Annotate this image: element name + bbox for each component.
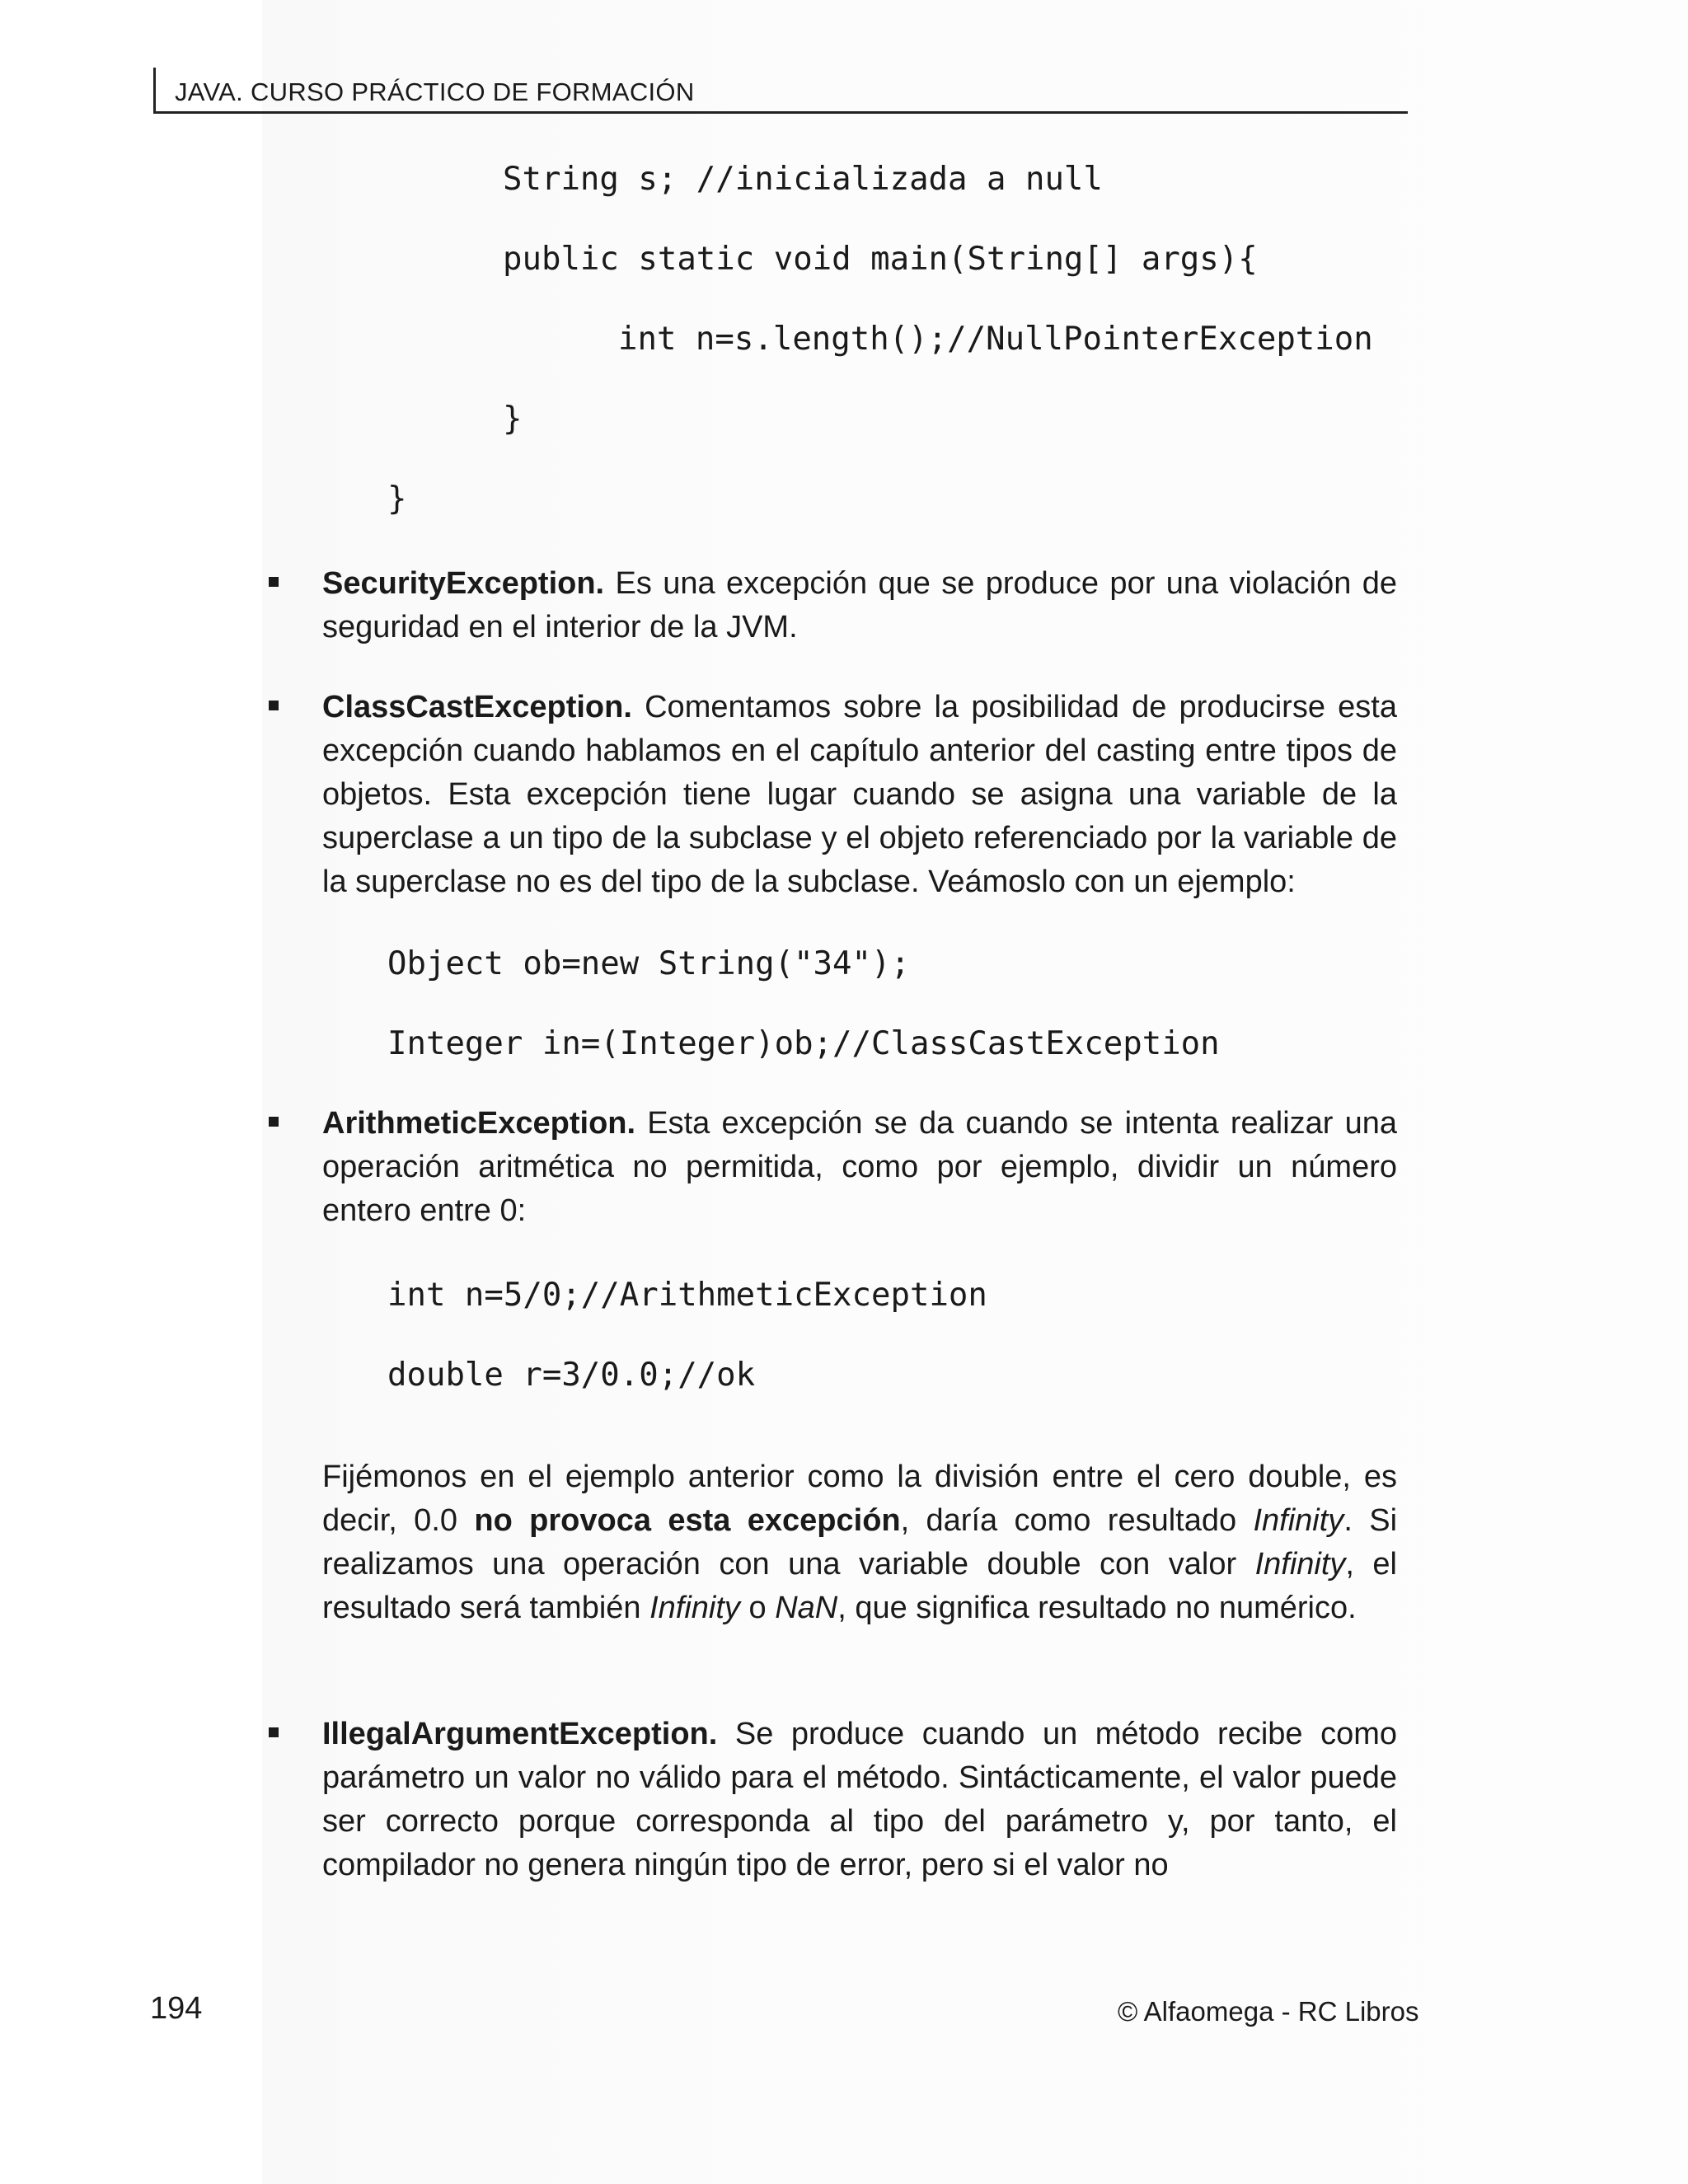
header-vertical-rule xyxy=(153,68,156,114)
term-heading: SecurityException. xyxy=(322,566,605,601)
code-line: public static void main(String[] args){ xyxy=(503,241,1258,278)
bullet-marker xyxy=(269,1727,279,1737)
italic-term: NaN xyxy=(775,1591,838,1625)
code-line: } xyxy=(387,480,407,518)
bullet-marker xyxy=(269,1117,279,1127)
text-run: o xyxy=(739,1591,776,1625)
text-run: , que significa resultado no numérico. xyxy=(837,1591,1357,1625)
infinity-note-paragraph xyxy=(322,1455,1397,1630)
security-exception-item xyxy=(322,562,1397,649)
page-number: 194 xyxy=(150,1991,203,2026)
running-header xyxy=(153,68,1408,114)
item-text: Comentamos sobre la posibilidad de producirse esta excepción cuando hablamos en el capítulo anterior del casting entre tipos de objetos. Esta excepción tiene lugar cuando se asigna una variable de la superclase a un tipo de la subclase y el objeto referenciado por la variable de la superclase no es del tipo de la subclase. Veámoslo con un ejemplo: xyxy=(322,690,1397,899)
text-run: Fijémonos en el ejemplo anterior como la división entre el cero double, es decir, 0.0 xyxy=(322,1460,1397,1538)
code-line: } xyxy=(503,401,523,438)
arithmetic-exception-item xyxy=(322,1102,1397,1233)
italic-term: Infinity xyxy=(649,1591,740,1625)
classcast-exception-item xyxy=(322,686,1397,904)
illegal-argument-exception-item xyxy=(322,1713,1397,1887)
item-text: Esta excepción se da cuando se intenta realizar una operación aritmética no permitida, como por ejemplo, dividir un número entero entre 0: xyxy=(322,1106,1397,1228)
text-run: , el resultado será también xyxy=(322,1547,1397,1625)
term-heading: ArithmeticException. xyxy=(322,1106,636,1141)
text-run: , daría como resultado xyxy=(900,1503,1254,1538)
code-line: int n=s.length();//NullPointerException xyxy=(618,321,1373,358)
header-title: JAVA. CURSO PRÁCTICO DE FORMACIÓN xyxy=(175,77,695,106)
code-line: String s; //inicializada a null xyxy=(503,161,1103,198)
text-run: . Si realizamos una operación con una variable double con valor xyxy=(322,1503,1398,1582)
code-line: int n=5/0;//ArithmeticException xyxy=(387,1277,987,1314)
header-horizontal-rule xyxy=(153,111,1408,114)
bullet-marker xyxy=(269,701,279,710)
emphasis-text: no provoca esta excepción xyxy=(474,1503,901,1538)
term-heading: IllegalArgumentException. xyxy=(322,1717,718,1751)
code-line: Object ob=new String("34"); xyxy=(387,945,910,982)
item-text: Se produce cuando un método recibe como parámetro un valor no válido para el método. Sintácticamente, el valor puede ser correcto porque corresponda al tipo del parámetro y, por tanto, el compilador no genera ningún tipo de error, pero si el valor no xyxy=(322,1717,1397,1882)
bullet-marker xyxy=(269,577,279,587)
term-heading: ClassCastException. xyxy=(322,690,632,724)
italic-term: Infinity xyxy=(1254,1547,1346,1582)
copyright-notice: © Alfaomega - RC Libros xyxy=(1118,1996,1419,2027)
code-line: double r=3/0.0;//ok xyxy=(387,1357,756,1394)
item-text: Es una excepción que se produce por una violación de seguridad en el interior de la JVM. xyxy=(322,566,1397,644)
code-line: Integer in=(Integer)ob;//ClassCastException xyxy=(387,1025,1220,1062)
italic-term: Infinity xyxy=(1253,1503,1344,1538)
